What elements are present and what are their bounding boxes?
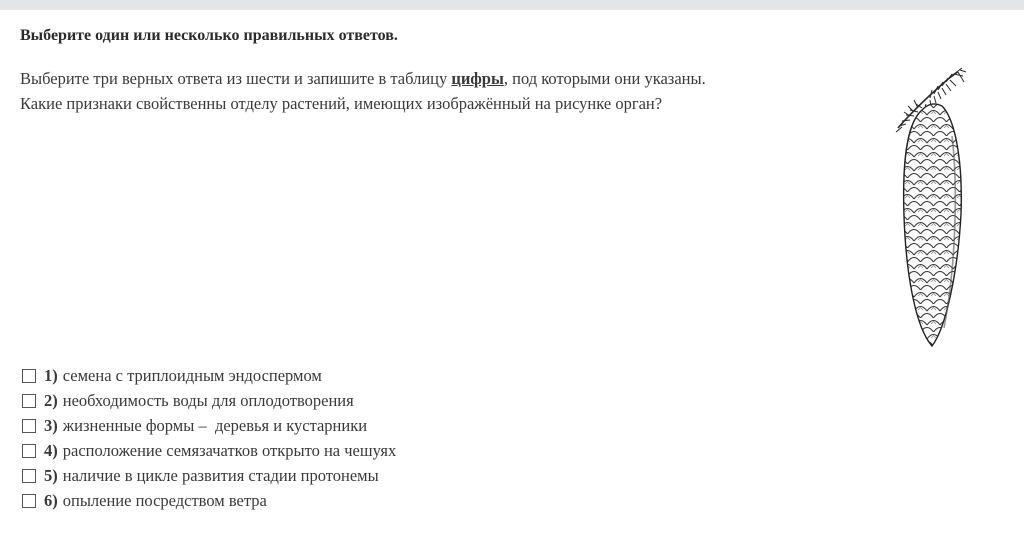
answer-options bbox=[22, 363, 396, 513]
option-6-checkbox[interactable] bbox=[22, 494, 36, 508]
question-line-1 bbox=[20, 66, 706, 91]
option-5-text: наличие в цикле развития стадии протонемы bbox=[62, 465, 379, 485]
spruce-cone-illustration bbox=[888, 66, 970, 350]
option-4-checkbox[interactable] bbox=[22, 444, 36, 458]
option-2[interactable] bbox=[22, 388, 396, 413]
task-instruction: Выберите один или несколько правильных ответов. bbox=[20, 27, 398, 44]
question-text bbox=[20, 66, 706, 116]
option-2-text: необходимость воды для оплодотворения bbox=[62, 390, 354, 410]
question-line-1-end: , под которыми они указаны. bbox=[503, 69, 706, 88]
option-5-checkbox[interactable] bbox=[22, 469, 36, 483]
option-4[interactable] bbox=[22, 438, 396, 463]
option-6[interactable] bbox=[22, 488, 396, 513]
top-bar bbox=[0, 0, 1024, 10]
option-4-text: расположение семязачатков открыто на чешуях bbox=[62, 440, 397, 460]
option-3-checkbox[interactable] bbox=[22, 419, 36, 433]
option-1-text: семена с триплоидным эндоспермом bbox=[62, 365, 322, 385]
option-3-number: 3) bbox=[44, 415, 58, 435]
option-4-number: 4) bbox=[44, 440, 58, 460]
option-2-number: 2) bbox=[44, 390, 58, 410]
option-5[interactable] bbox=[22, 463, 396, 488]
option-5-number: 5) bbox=[44, 465, 58, 485]
option-6-number: 6) bbox=[44, 490, 58, 510]
option-1[interactable] bbox=[22, 363, 396, 388]
option-3-text: жизненные формы – деревья и кустарники bbox=[62, 415, 368, 435]
option-3[interactable] bbox=[22, 413, 396, 438]
option-2-checkbox[interactable] bbox=[22, 394, 36, 408]
question-line-1-start: Выберите три верных ответа из шести и запишите в таблицу bbox=[20, 69, 452, 88]
question-highlight: цифры bbox=[451, 69, 504, 88]
question-line-2: Какие признаки свойственны отделу растений, имеющих изображённый на рисунке орган? bbox=[20, 94, 663, 113]
option-1-checkbox[interactable] bbox=[22, 369, 36, 383]
option-1-number: 1) bbox=[44, 365, 58, 385]
option-6-text: опыление посредством ветра bbox=[62, 490, 267, 510]
